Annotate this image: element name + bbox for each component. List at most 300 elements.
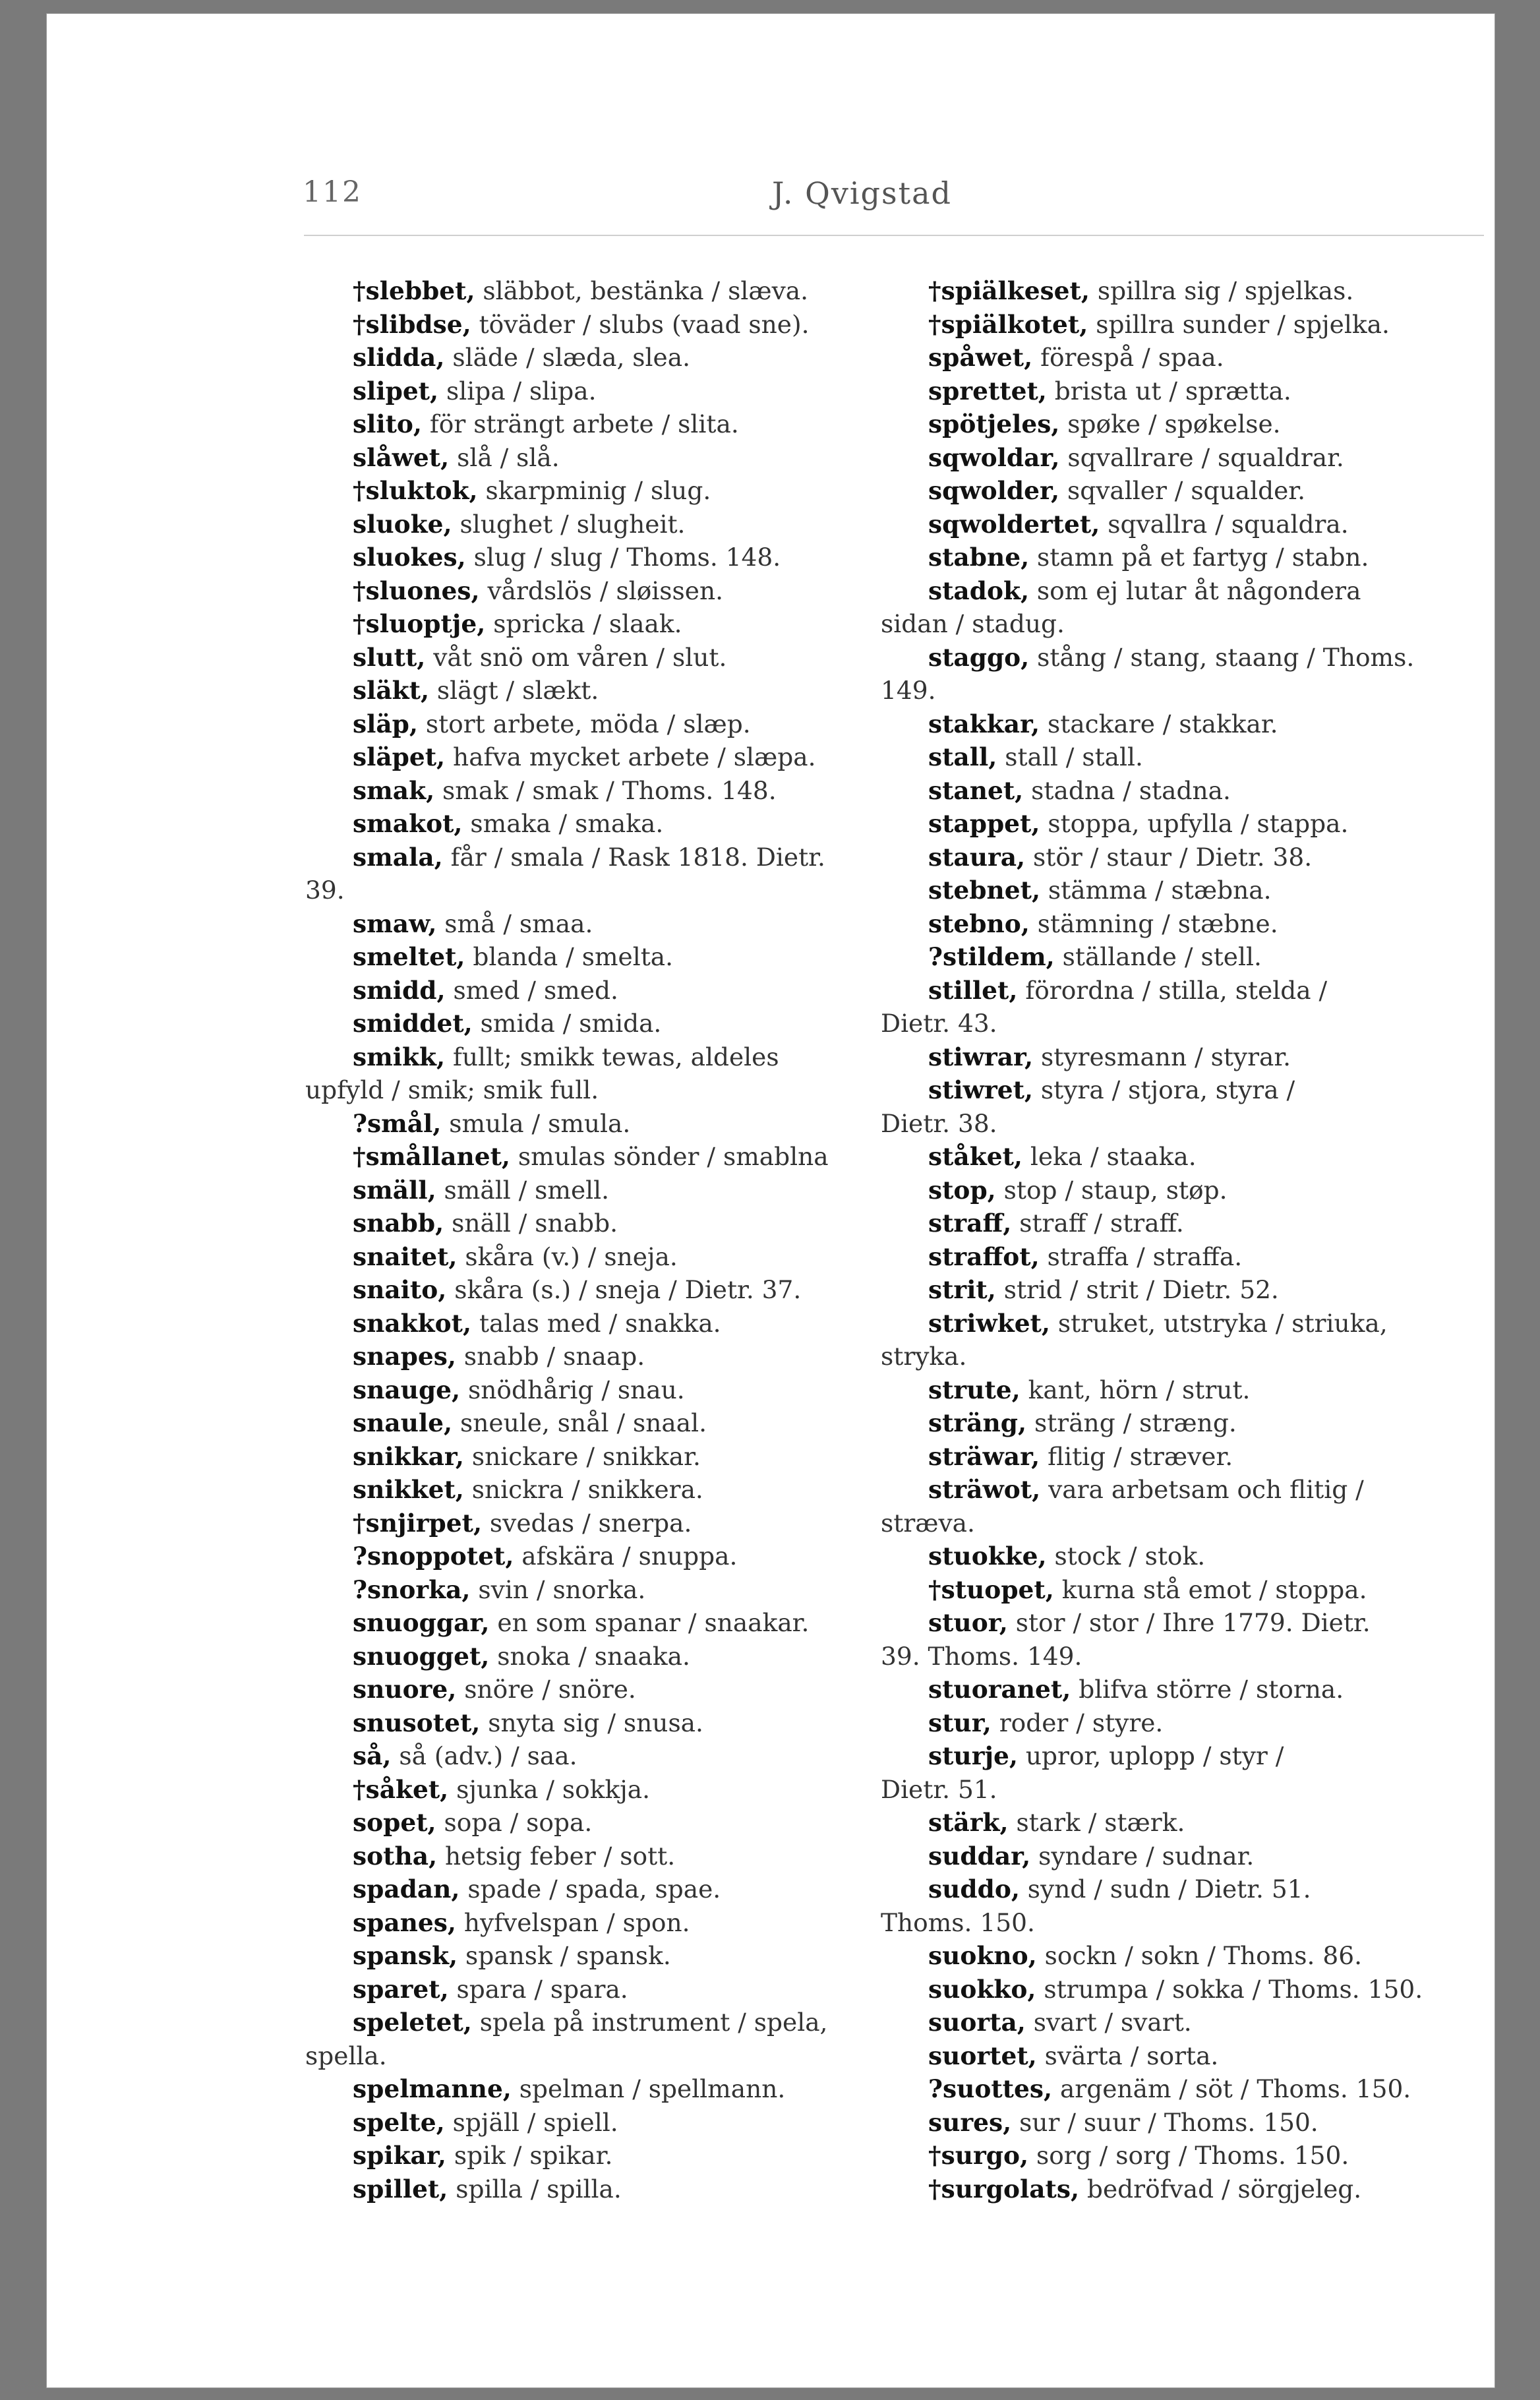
dictionary-entry: [881, 1939, 1494, 1973]
entry-definition: smida / smida.: [472, 1009, 662, 1038]
dictionary-entry: [881, 1540, 1494, 1573]
dictionary-entry: [305, 1973, 902, 2006]
entry-definition: så (adv.) / saa.: [391, 1741, 578, 1770]
entry-definition: spøke / spøkelse.: [1059, 409, 1281, 438]
entry-headword: snikkar,: [353, 1441, 464, 1471]
dictionary-entry: [881, 1739, 1494, 1773]
dictionary-entry: [305, 1739, 902, 1773]
entry-headword: †spiälkotet,: [928, 309, 1088, 339]
entry-headword: smak,: [353, 775, 435, 805]
dictionary-entry: [305, 2139, 902, 2173]
dictionary-entry: [881, 1606, 1494, 1640]
entry-definition: strid / strit / Dietr. 52.: [995, 1275, 1279, 1304]
dictionary-entry: [881, 940, 1494, 974]
entry-definition: leka / staaka.: [1022, 1142, 1197, 1171]
entry-definition: sur / suur / Thoms. 150.: [1011, 2107, 1318, 2137]
entry-definition: sqvaller / squalder.: [1059, 476, 1306, 505]
entry-headword: suddar,: [928, 1841, 1031, 1871]
entry-definition: små / smaa.: [436, 909, 593, 938]
entry-headword: snuogget,: [353, 1641, 490, 1671]
entry-definition: spade / spada, spae.: [459, 1875, 721, 1904]
dictionary-entry: [305, 1174, 902, 1207]
entry-headword: snaito,: [353, 1275, 447, 1304]
dictionary-entry: [305, 1207, 902, 1240]
entry-definition: spella.: [305, 2041, 387, 2070]
entry-continuation: [881, 1773, 1494, 1807]
entry-definition: en som spanar / snaakar.: [489, 1608, 810, 1637]
entry-definition: strumpa / sokka / Thoms. 150.: [1036, 1974, 1423, 2004]
entry-definition: stackare / stakkar.: [1040, 709, 1278, 738]
dictionary-entry: [881, 874, 1494, 907]
dictionary-entry: [305, 1340, 902, 1373]
dictionary-entry: [881, 508, 1494, 541]
dictionary-entry: [305, 2072, 902, 2106]
dictionary-entry: [881, 1073, 1494, 1107]
dictionary-entry: [881, 1273, 1494, 1307]
entry-continuation: [881, 1640, 1494, 1673]
entry-definition: skåra (v.) / sneja.: [457, 1242, 678, 1271]
entry-definition: spansk / spansk.: [458, 1941, 671, 1970]
entry-definition: sträng / stræng.: [1026, 1408, 1237, 1437]
dictionary-entry: [305, 574, 902, 608]
entry-headword: stall,: [928, 742, 997, 771]
entry-headword: snakkot,: [353, 1308, 472, 1338]
entry-headword: staggo,: [928, 642, 1030, 672]
entry-headword: snikket,: [353, 1475, 464, 1504]
entry-headword: spadan,: [353, 1875, 460, 1904]
entry-headword: †surgolats,: [928, 2174, 1080, 2204]
entry-definition: synd / sudn / Dietr. 51.: [1019, 1875, 1311, 1904]
entry-headword: stiwret,: [928, 1075, 1033, 1104]
dictionary-entry: [881, 2139, 1494, 2173]
entry-definition: stall / stall.: [997, 742, 1143, 771]
entry-definition: sneule, snål / snaal.: [452, 1408, 707, 1437]
entry-headword: sluokes,: [353, 543, 466, 572]
entry-headword: sprettet,: [928, 376, 1047, 405]
dictionary-entry: [305, 375, 902, 408]
entry-headword: †stuopet,: [928, 1575, 1054, 1604]
entry-headword: stappet,: [928, 809, 1040, 838]
entry-definition: smulas sönder / smablna: [510, 1142, 829, 1171]
entry-headword: straffot,: [928, 1242, 1040, 1271]
entry-headword: †smållanet,: [353, 1142, 510, 1171]
entry-definition: stämning / stæbne.: [1029, 909, 1278, 938]
entry-definition: spricka / slaak.: [485, 609, 682, 638]
entry-headword: suokko,: [928, 1974, 1036, 2004]
entry-headword: sluoke,: [353, 509, 452, 539]
entry-definition: snyta sig / snusa.: [480, 1708, 703, 1737]
entry-definition: stryka.: [881, 1342, 967, 1371]
dictionary-entry: [305, 1640, 902, 1673]
entry-headword: ståket,: [928, 1142, 1022, 1171]
entry-headword: stebnet,: [928, 876, 1041, 905]
entry-headword: sturje,: [928, 1741, 1018, 1770]
entry-headword: stop,: [928, 1175, 996, 1205]
dictionary-entry: [305, 1706, 902, 1740]
dictionary-entry: [881, 2106, 1494, 2140]
dictionary-entry: [881, 274, 1494, 308]
entry-definition: hafva mycket arbete / slæpa.: [445, 742, 816, 771]
dictionary-entry: [881, 807, 1494, 841]
dictionary-entry: [305, 1606, 902, 1640]
dictionary-entry: [881, 1706, 1494, 1740]
entry-headword: suokno,: [928, 1941, 1037, 1970]
dictionary-entry: [881, 2039, 1494, 2073]
dictionary-entry: [305, 441, 902, 475]
entry-definition: slughet / slugheit.: [452, 509, 686, 539]
entry-headword: †såket,: [353, 1774, 449, 1804]
dictionary-entry: [305, 274, 902, 308]
entry-headword: snapes,: [353, 1342, 456, 1371]
entry-continuation: [881, 1007, 1494, 1040]
entry-definition: snödhårig / snau.: [460, 1375, 685, 1404]
entry-headword: †snjirpet,: [353, 1508, 483, 1538]
dictionary-entry: [305, 1406, 902, 1440]
entry-continuation: [881, 674, 1494, 707]
dictionary-entry: [305, 707, 902, 741]
dictionary-entry: [305, 1939, 902, 1973]
dictionary-entry: [305, 1773, 902, 1807]
entry-headword: så,: [353, 1741, 392, 1770]
entry-definition: slug / slug / Thoms. 148.: [465, 543, 781, 572]
entry-definition: skåra (s.) / sneja / Dietr. 37.: [446, 1275, 802, 1304]
entry-headword: stadok,: [928, 576, 1030, 605]
dictionary-entry: [881, 907, 1494, 941]
entry-headword: spåwet,: [928, 343, 1033, 372]
entry-definition: kurna stå emot / stoppa.: [1053, 1575, 1367, 1604]
header-rule: [304, 235, 1484, 236]
entry-definition: stadna / stadna.: [1023, 775, 1231, 805]
entry-headword: smala,: [353, 842, 443, 872]
entry-headword: spansk,: [353, 1941, 458, 1970]
entry-definition: stræva.: [881, 1508, 975, 1538]
entry-headword: slidda,: [353, 343, 445, 372]
dictionary-entry: [305, 341, 902, 375]
entry-headword: slito,: [353, 409, 422, 438]
dictionary-entry: [881, 341, 1494, 375]
entry-headword: †sluktok,: [353, 476, 478, 505]
entry-definition: vårdslös / sløissen.: [479, 576, 724, 605]
dictionary-entry: [305, 974, 902, 1007]
entry-definition: spik / spikar.: [446, 2141, 613, 2170]
dictionary-entry: [305, 1473, 902, 1507]
dictionary-entry: [305, 2106, 902, 2140]
running-head: J. Qvigstad: [772, 175, 952, 211]
entry-headword: spikar,: [353, 2141, 446, 2170]
entry-headword: suorta,: [928, 2008, 1026, 2037]
entry-definition: sopa / sopa.: [436, 1808, 593, 1837]
entry-definition: 149.: [881, 676, 936, 705]
entry-headword: strute,: [928, 1375, 1021, 1404]
entry-definition: Dietr. 51.: [881, 1774, 997, 1804]
dictionary-entry: [881, 740, 1494, 774]
entry-definition: 39.: [305, 876, 345, 905]
entry-definition: brista ut / sprætta.: [1046, 376, 1291, 405]
entry-definition: stång / stang, staang / Thoms.: [1029, 642, 1415, 672]
dictionary-entry: [881, 974, 1494, 1007]
dictionary-entry: [305, 541, 902, 574]
entry-definition: töväder / slubs (vaad sne).: [471, 309, 810, 339]
entry-headword: snaitet,: [353, 1242, 458, 1271]
entry-definition: stoppa, upfylla / stappa.: [1040, 809, 1349, 838]
dictionary-entry: [305, 740, 902, 774]
dictionary-entry: [305, 407, 902, 441]
entry-definition: smula / smula.: [441, 1108, 631, 1138]
entry-headword: †slebbet,: [353, 276, 475, 305]
entry-headword: †slibdse,: [353, 309, 471, 339]
entry-headword: sqwoldar,: [928, 442, 1060, 472]
entry-headword: snusotet,: [353, 1708, 481, 1737]
entry-headword: sures,: [928, 2107, 1012, 2137]
entry-definition: förordna / stilla, stelda /: [1017, 975, 1328, 1005]
entry-headword: ?stildem,: [928, 942, 1055, 971]
entry-definition: hyfvelspan / spon.: [456, 1907, 690, 1937]
dictionary-entry: [305, 1040, 902, 1074]
entry-definition: skarpminig / slug.: [477, 476, 711, 505]
dictionary-entry: [881, 1406, 1494, 1440]
entry-definition: får / smala / Rask 1818. Dietr.: [442, 842, 825, 872]
entry-headword: ?snorka,: [353, 1575, 471, 1604]
entry-headword: ?snoppotet,: [353, 1542, 514, 1571]
entry-headword: snuore,: [353, 1675, 457, 1704]
entry-definition: upror, uplopp / styr /: [1017, 1741, 1284, 1770]
entry-headword: sparet,: [353, 1974, 449, 2004]
dictionary-entry: [305, 508, 902, 541]
entry-definition: Thoms. 150.: [881, 1907, 1035, 1937]
entry-definition: sidan / stadug.: [881, 609, 1065, 638]
dictionary-entry: [305, 807, 902, 841]
dictionary-entry: [305, 907, 902, 941]
entry-headword: smiddet,: [353, 1009, 473, 1038]
dictionary-entry: [305, 308, 902, 342]
entry-headword: smikk,: [353, 1042, 446, 1071]
entry-definition: sqvallra / squaldra.: [1100, 509, 1349, 539]
entry-definition: argenäm / söt / Thoms. 150.: [1052, 2074, 1411, 2103]
entry-definition: stark / stærk.: [1008, 1808, 1185, 1837]
entry-definition: roder / styre.: [991, 1708, 1164, 1737]
dictionary-entry: [881, 1873, 1494, 1906]
entry-headword: stiwrar,: [928, 1042, 1034, 1071]
entry-definition: sorg / sorg / Thoms. 150.: [1028, 2141, 1349, 2170]
dictionary-entry: [881, 1573, 1494, 1607]
entry-headword: sträng,: [928, 1408, 1027, 1437]
entry-headword: sqwolder,: [928, 476, 1060, 505]
entry-continuation: [881, 1507, 1494, 1540]
entry-headword: spillet,: [353, 2174, 448, 2204]
dictionary-entry: [881, 375, 1494, 408]
dictionary-entry: [881, 707, 1494, 741]
entry-definition: afskära / snuppa.: [514, 1542, 738, 1571]
entry-definition: förespå / spaa.: [1032, 343, 1224, 372]
dictionary-entry: [881, 1174, 1494, 1207]
entry-definition: våt snö om våren / slut.: [425, 642, 727, 672]
entry-headword: stärk,: [928, 1808, 1009, 1837]
dictionary-entry: [305, 1573, 902, 1607]
entry-headword: snaule,: [353, 1408, 453, 1437]
dictionary-entry: [305, 1906, 902, 1940]
entry-definition: blifva större / storna.: [1071, 1675, 1344, 1704]
entry-headword: smakot,: [353, 809, 463, 838]
entry-headword: strit,: [928, 1275, 996, 1304]
entry-definition: ställande / stell.: [1054, 942, 1262, 971]
entry-definition: kant, hörn / strut.: [1020, 1375, 1251, 1404]
entry-definition: styresmann / styrar.: [1033, 1042, 1291, 1071]
entry-definition: stör / staur / Dietr. 38.: [1025, 842, 1313, 872]
page-header: [47, 175, 1495, 215]
dictionary-entry: [305, 841, 902, 874]
entry-definition: släde / slæda, slea.: [444, 343, 690, 372]
dictionary-entry: [305, 1240, 902, 1274]
dictionary-entry: [881, 541, 1494, 574]
entry-headword: †sluoptje,: [353, 609, 486, 638]
entry-definition: sjunka / sokkja.: [448, 1774, 651, 1804]
entry-headword: stuokke,: [928, 1542, 1047, 1571]
entry-definition: talas med / snakka.: [471, 1308, 721, 1338]
dictionary-entry: [881, 1440, 1494, 1474]
entry-definition: Dietr. 38.: [881, 1108, 997, 1138]
entry-headword: ?suottes,: [928, 2074, 1053, 2103]
dictionary-entry: [305, 774, 902, 808]
dictionary-entry: [881, 774, 1494, 808]
entry-headword: stakkar,: [928, 709, 1040, 738]
entry-definition: spela på instrument / spela,: [471, 2008, 828, 2037]
entry-headword: smäll,: [353, 1175, 436, 1205]
dictionary-entry: [881, 1373, 1494, 1407]
dictionary-entry: [881, 1307, 1494, 1340]
entry-definition: stämma / stæbna.: [1040, 876, 1272, 905]
left-column: [305, 274, 902, 2205]
dictionary-entry: [305, 641, 902, 675]
entry-definition: smaka / smaka.: [462, 809, 664, 838]
entry-continuation: [305, 874, 902, 907]
entry-continuation: [305, 2039, 902, 2073]
entry-headword: spötjeles,: [928, 409, 1060, 438]
entry-definition: smed / smed.: [445, 975, 618, 1005]
entry-definition: smak / smak / Thoms. 148.: [434, 775, 777, 805]
entry-definition: snöre / snöre.: [456, 1675, 636, 1704]
dictionary-entry: [305, 1440, 902, 1474]
entry-headword: spelte,: [353, 2107, 445, 2137]
dictionary-entry: [881, 2072, 1494, 2106]
entry-definition: flitig / stræver.: [1040, 1441, 1233, 1471]
entry-definition: straffa / straffa.: [1039, 1242, 1243, 1271]
dictionary-entry: [881, 1140, 1494, 1174]
entry-definition: stock / stok.: [1046, 1542, 1206, 1571]
entry-headword: ?smål,: [353, 1108, 442, 1138]
entry-definition: spara / spara.: [448, 1974, 628, 2004]
entry-headword: sträwar,: [928, 1441, 1040, 1471]
entry-definition: slägt / slækt.: [429, 676, 599, 705]
book-page: [46, 13, 1495, 2388]
entry-definition: stop / staup, støp.: [995, 1175, 1228, 1205]
entry-headword: slipet,: [353, 376, 439, 405]
entry-definition: snickra / snikkera.: [463, 1475, 703, 1504]
dictionary-entry: [305, 1107, 902, 1141]
dictionary-entry: [881, 574, 1494, 608]
entry-definition: straff / straff.: [1011, 1209, 1184, 1238]
entry-definition: som ej lutar åt någondera: [1029, 576, 1361, 605]
entry-headword: stur,: [928, 1708, 992, 1737]
dictionary-entry: [881, 1207, 1494, 1240]
entry-headword: straff,: [928, 1209, 1012, 1238]
entry-headword: stabne,: [928, 543, 1030, 572]
dictionary-entry: [881, 2006, 1494, 2039]
dictionary-entry: [305, 1507, 902, 1540]
entry-definition: slipa / slipa.: [438, 376, 597, 405]
entry-definition: Dietr. 43.: [881, 1009, 997, 1038]
dictionary-entry: [305, 1307, 902, 1340]
entry-definition: 39. Thoms. 149.: [881, 1641, 1082, 1671]
entry-definition: fullt; smikk tewas, aldeles: [445, 1042, 779, 1071]
dictionary-entry: [881, 841, 1494, 874]
entry-definition: släbbot, bestänka / slæva.: [475, 276, 809, 305]
entry-headword: sopet,: [353, 1808, 436, 1837]
entry-definition: syndare / sudnar.: [1030, 1841, 1255, 1871]
dictionary-entry: [305, 1840, 902, 1873]
entry-definition: hetsig feber / sott.: [437, 1841, 676, 1871]
entry-definition: smäll / smell.: [436, 1175, 610, 1205]
entry-headword: stuoranet,: [928, 1675, 1071, 1704]
entry-headword: †sluones,: [353, 576, 480, 605]
entry-continuation: [881, 1340, 1494, 1373]
dictionary-entry: [881, 641, 1494, 675]
entry-definition: svin / snorka.: [470, 1575, 646, 1604]
entry-definition: stort arbete, möda / slæp.: [417, 709, 751, 738]
entry-headword: smaw,: [353, 909, 437, 938]
entry-headword: släkt,: [353, 676, 430, 705]
entry-definition: sqvallrare / squaldrar.: [1059, 442, 1344, 472]
dictionary-entry: [881, 1806, 1494, 1840]
entry-definition: snabb / snaap.: [456, 1342, 645, 1371]
entry-headword: suortet,: [928, 2041, 1037, 2070]
entry-definition: svärta / sorta.: [1036, 2041, 1219, 2070]
dictionary-entry: [305, 2173, 902, 2206]
entry-definition: bedröfvad / sörgjeleg.: [1079, 2174, 1362, 2204]
dictionary-entry: [305, 940, 902, 974]
entry-headword: sqwoldertet,: [928, 509, 1100, 539]
entry-headword: staura,: [928, 842, 1026, 872]
dictionary-entry: [305, 1140, 902, 1174]
dictionary-entry: [305, 1873, 902, 1906]
dictionary-entry: [881, 1473, 1494, 1507]
dictionary-entry: [881, 2173, 1494, 2206]
dictionary-entry: [305, 2006, 902, 2039]
entry-definition: styra / stjora, styra /: [1032, 1075, 1295, 1104]
entry-definition: för strängt arbete / slita.: [422, 409, 739, 438]
dictionary-entry: [881, 1040, 1494, 1074]
entry-definition: slå / slå.: [449, 442, 560, 472]
entry-continuation: [881, 1107, 1494, 1141]
dictionary-entry: [305, 1540, 902, 1573]
dictionary-entry: [881, 407, 1494, 441]
entry-definition: struket, utstryka / striuka,: [1050, 1308, 1388, 1338]
entry-headword: släp,: [353, 709, 418, 738]
dictionary-entry: [305, 607, 902, 641]
entry-headword: stanet,: [928, 775, 1024, 805]
entry-definition: blanda / smelta.: [465, 942, 674, 971]
entry-definition: spelman / spellmann.: [511, 2074, 786, 2103]
entry-headword: smidd,: [353, 975, 446, 1005]
entry-definition: spilla / spilla.: [448, 2174, 622, 2204]
entry-definition: spillra sunder / spjelka.: [1088, 309, 1390, 339]
entry-definition: upfyld / smik; smik full.: [305, 1075, 599, 1104]
dictionary-entry: [881, 1673, 1494, 1706]
entry-definition: spjäll / spiell.: [444, 2107, 618, 2137]
entry-definition: stamn på et fartyg / stabn.: [1029, 543, 1369, 572]
entry-headword: †spiälkeset,: [928, 276, 1090, 305]
entry-headword: snauge,: [353, 1375, 461, 1404]
entry-headword: †surgo,: [928, 2141, 1029, 2170]
